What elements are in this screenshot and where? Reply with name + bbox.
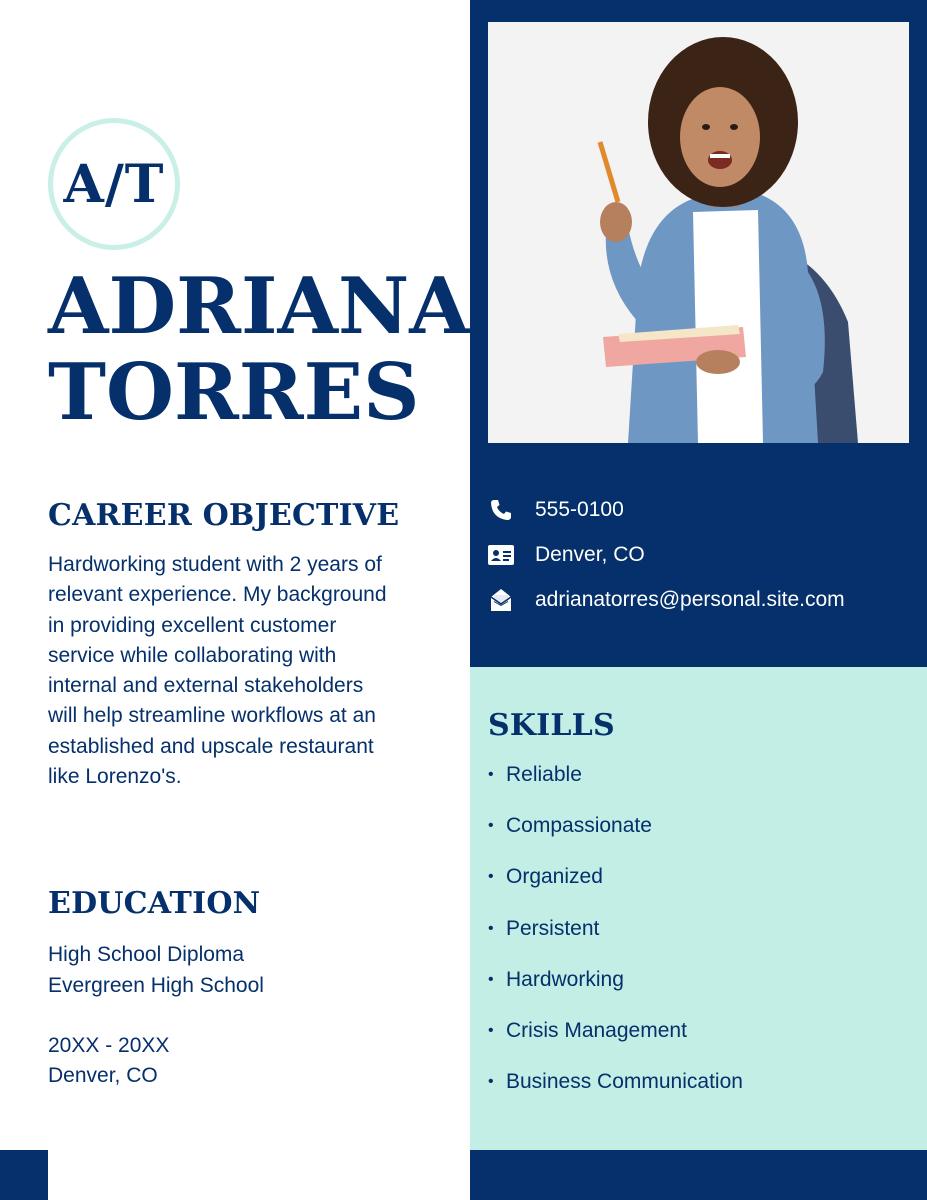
career-objective-heading: CAREER OBJECTIVE (48, 498, 400, 533)
contact-city-text: Denver, CO (535, 543, 645, 566)
education-school: Evergreen High School (48, 974, 264, 997)
first-name: ADRIANA (48, 261, 470, 352)
education-heading: EDUCATION (48, 886, 261, 921)
profile-photo (488, 22, 909, 443)
education-degree: High School Diploma (48, 943, 245, 966)
skill-item: • Persistent (488, 916, 600, 940)
monogram-badge (48, 118, 180, 250)
skill-item: • Hardworking (488, 967, 624, 991)
contact-phone-text: 555-0100 (535, 498, 624, 521)
education-city: Denver, CO (48, 1064, 158, 1087)
skills-heading: SKILLS (488, 708, 615, 743)
skill-item: • Crisis Management (488, 1018, 687, 1042)
career-objective-text: Hardworking student with 2 years of relevant experience. My background in providing excellent customer service while collaborating with internal and external stakeholders will help streamline workflows at an established and upscale restaurant like Lorenzo's. (48, 553, 387, 789)
skills-list (488, 760, 743, 1118)
education-years: 20XX - 20XX (48, 1034, 170, 1057)
decorative-corner-block (0, 1150, 48, 1200)
candidate-name (48, 261, 470, 438)
monogram-text: A/T (63, 153, 165, 215)
contact-email-text: adrianatorres@personal.site.com (535, 588, 845, 611)
skill-item: • Reliable (488, 763, 582, 786)
contact-email (488, 585, 845, 615)
contact-phone (488, 495, 624, 525)
profile-photo-illustration (488, 22, 909, 443)
envelope-icon (488, 587, 514, 613)
phone-icon (488, 497, 514, 523)
last-name: TORRES (48, 347, 420, 438)
skill-item: • Business Communication (488, 1070, 743, 1094)
skill-item: • Compassionate (488, 814, 652, 838)
skill-item: • Organized (488, 865, 603, 889)
decorative-footer-block (470, 1150, 927, 1200)
contact-city (488, 540, 645, 570)
id-card-icon (488, 542, 514, 568)
